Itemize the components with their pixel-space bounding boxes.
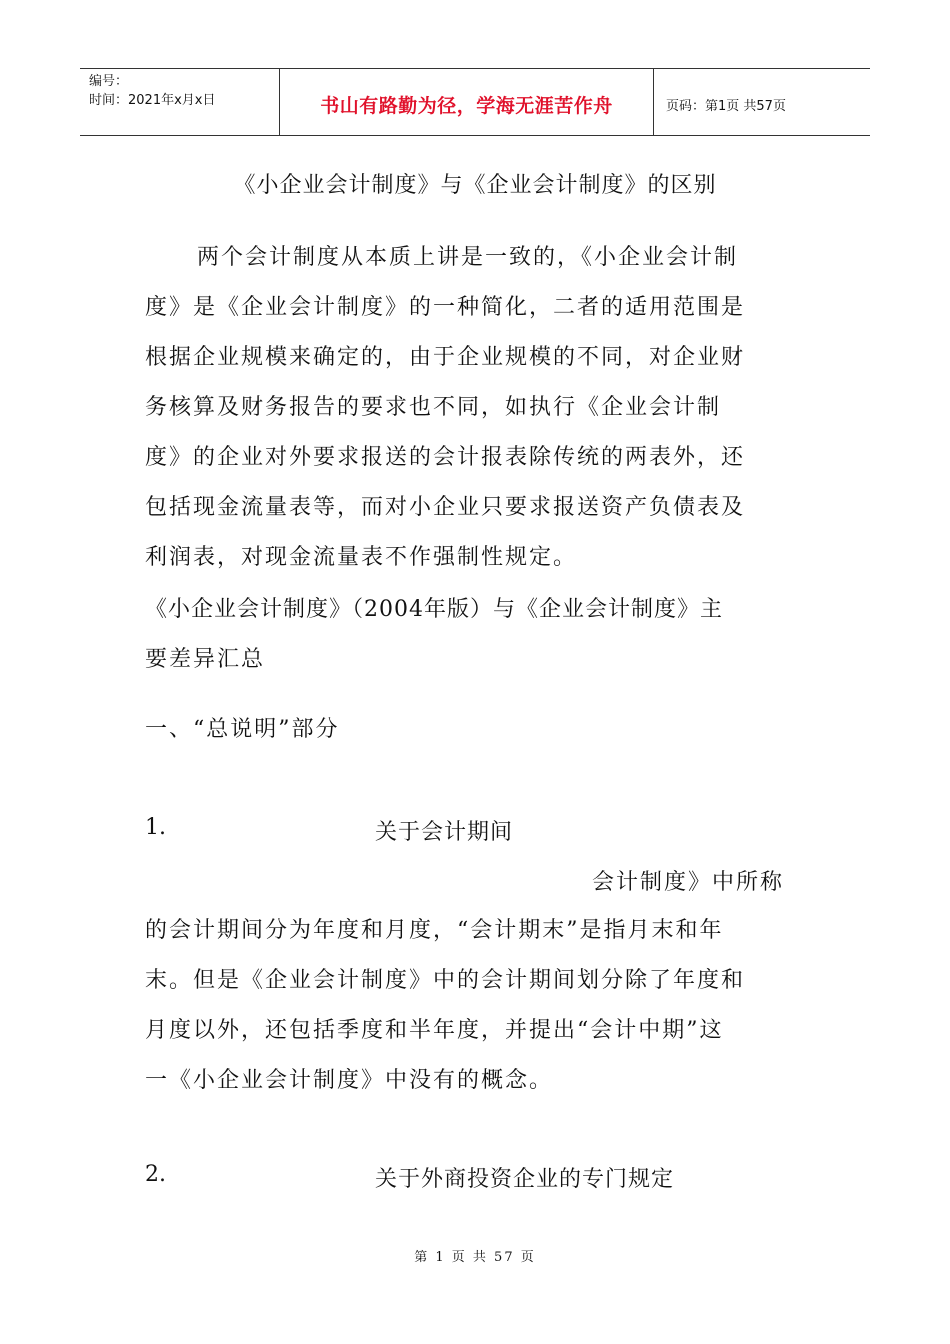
paragraph-line: 务核算及财务报告的要求也不同，如执行《企业会计制 — [145, 395, 722, 420]
document-time-label: 时间：2021年x月x日 — [89, 93, 216, 108]
paragraph-line: 利润表，对现金流量表不作强制性规定。 — [145, 545, 578, 570]
item-number: 1. — [145, 815, 166, 840]
page-header — [80, 68, 870, 136]
header-motto: 书山有路勤为径，学海无涯苦作舟 — [280, 69, 654, 135]
section-heading: 一、“总说明”部分 — [145, 717, 340, 742]
document-number-label: 编号： — [89, 74, 129, 89]
item-title: 关于外商投资企业的专门规定 — [375, 1167, 675, 1192]
document-title: 《小企业会计制度》与《企业会计制度》的区别 — [233, 173, 717, 198]
paragraph-line: 末。但是《企业会计制度》中的会计期间划分除了年度和 — [145, 968, 746, 993]
paragraph-line: 一《小企业会计制度》中没有的概念。 — [145, 1068, 554, 1093]
summary-line: 要差异汇总 — [145, 647, 266, 672]
item-number: 2. — [145, 1162, 166, 1187]
paragraph-line: 的会计期间分为年度和月度，“会计期末”是指月末和年 — [145, 918, 724, 943]
paragraph-line: 根据企业规模来确定的，由于企业规模的不同，对企业财 — [145, 345, 746, 370]
paragraph-line: 两个会计制度从本质上讲是一致的，《小企业会计制 — [197, 245, 739, 270]
paragraph-line: 度》是《企业会计制度》的一种简化，二者的适用范围是 — [145, 295, 746, 320]
header-page-info: 页码：第1页 共57页 — [666, 98, 786, 114]
paragraph-line: 度》的企业对外要求报送的会计报表除传统的两表外，还 — [145, 445, 746, 470]
item-title: 关于会计期间 — [375, 820, 514, 845]
paragraph-line: 会计制度》中所称 — [592, 870, 785, 895]
paragraph-line: 月度以外，还包括季度和半年度，并提出“会计中期”这 — [145, 1018, 724, 1043]
paragraph-line: 包括现金流量表等，而对小企业只要求报送资产负债表及 — [145, 495, 746, 520]
page-footer: 第 1 页 共 57 页 — [414, 1250, 536, 1265]
header-meta-cell — [80, 69, 280, 135]
summary-line: 《小企业会计制度》（2004年版）与《企业会计制度》主 — [145, 597, 723, 622]
